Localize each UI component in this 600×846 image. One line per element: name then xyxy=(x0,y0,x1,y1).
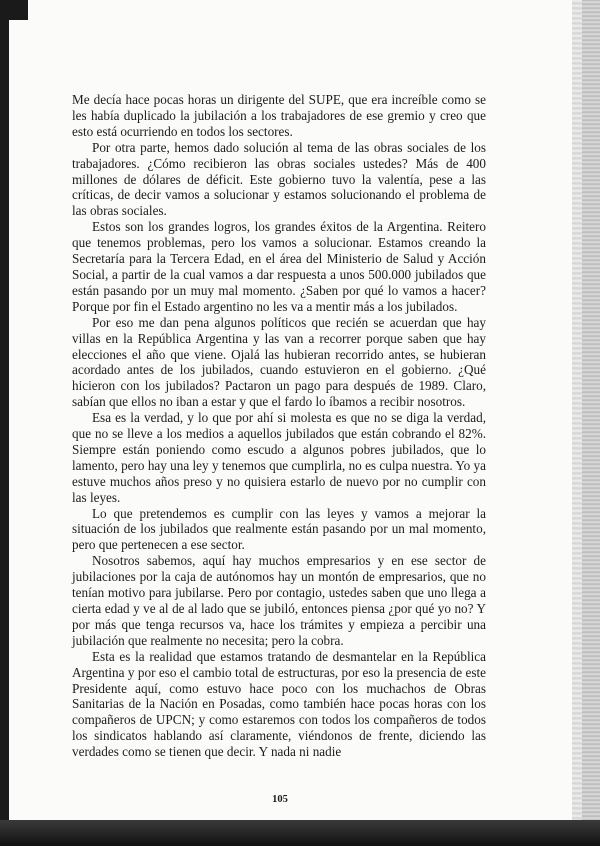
scan-shadow-corner xyxy=(0,0,28,20)
paragraph: Lo que pretendemos es cumplir con las leyes y vamos a mejorar la situación de los jubilados que realmente están pasando por un mal momento, pero que pertenecen a ese sector. xyxy=(72,505,486,553)
paragraph: Estos son los grandes logros, los grandes éxitos de la Argentina. Reitero que tenemos problemas, pero los vamos a solucionar. Estamos creando la Secretaría para la Tercera Edad, en el área del Ministerio de Salud y Acción Social, a partir de la cual vamos a dar respuesta a unos 500.000 jubilados que están pasando por un muy mal momento. ¿Saben por qué lo vamos a hacer? Porque por fin el Estado argentino no les va a mentir más a los jubilados. xyxy=(72,219,486,314)
paragraph: Me decía hace pocas horas un dirigente del SUPE, que era increíble como se les había duplicado la jubilación a los trabajadores de ese gremio y creo que esto está ocurriendo en todos los sectores. xyxy=(72,92,486,139)
paragraph: Esa es la verdad, y lo que por ahí si molesta es que no se diga la verdad, que no se lleve a los medios a aquellos jubilados que están cobrando el 82%. Siempre están poniendo como escudo a algunos pobres jubilados, que lo lamento, pero hay una ley y tenemos que cumplirla, no es culpa nuestra. Yo ya estuve muchos años preso y no quisiera estarlo de nuevo por no cumplir con las leyes. xyxy=(72,410,486,505)
paragraph: Esta es la realidad que estamos tratando de desmantelar en la República Argentina y por eso el cambio total de estructuras, por eso la presencia de este Presidente aquí, como estuvo hace poco con los muchachos de Obras Sanitarias de la Nación en Posadas, como también hace pocas horas con los compañeros de UPCN; y como estaremos con todos los compañeros de todos los sindicatos hablando así claramente, viéndonos de frente, diciendo las verdades como se tienen que decir. Y nada ni nadie xyxy=(72,648,486,760)
paragraph: Nosotros sabemos, aquí hay muchos empresarios y en ese sector de jubilaciones por la caja de autónomos hay un montón de empresarios, que no tenían motivo para jubilarse. Pero por contagio, ustedes saben que uno llega a cierta edad y ve al de al lado que se jubiló, entonces piensa ¿por qué yo no? Y por más que tenga recursos va, hace los trámites y empieza a percibir una jubilación que realmente no necesita; pero la cobra. xyxy=(72,553,486,648)
scan-noise-right xyxy=(582,0,600,846)
scan-shadow-left xyxy=(0,0,9,846)
body-text xyxy=(72,92,486,760)
scan-shadow-bottom xyxy=(0,820,600,846)
page-number: 105 xyxy=(272,794,288,805)
paragraph: Por otra parte, hemos dado solución al tema de las obras sociales de los trabajadores. ¿Cómo recibieron las obras sociales ustedes? Más de 400 millones de dólares de déficit. Este gobierno tuvo la valentía, pese a las críticas, de decir vamos a solucionar y estamos solucionando el problema de las obras sociales. xyxy=(72,139,486,219)
paragraph: Por eso me dan pena algunos políticos que recién se acuerdan que hay villas en la República Argentina y las van a recorrer porque saben que hay elecciones el año que viene. Ojalá las hubieran recorrido antes, se hubieran acordado antes de los jubilados, cuando estuvieron en el gobierno. ¿Qué hicieron con los jubilados? Pactaron un pago para después de 1989. Claro, sabían que ellos no iban a estar y que el fardo lo íbamos a recibir nosotros. xyxy=(72,314,486,410)
scan-noise-right-inner xyxy=(572,0,582,846)
